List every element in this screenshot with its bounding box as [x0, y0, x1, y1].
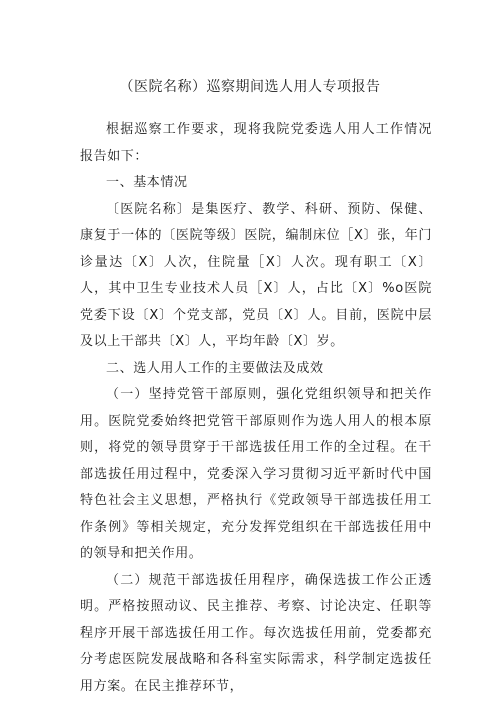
section-heading-basic-info: 一、基本情况	[106, 175, 188, 190]
practice-paragraph-2: （二）规范干部选拔任用程序，确保选拔工作公正透明。严格按照动议、民主推荐、考察、讨论决定、任职等程序开展干部选拔任用工作。每次选拔任用前，党委都充分考虑医院发展战略和各科室实际需求，科学制定选拔任用方案。在民主推荐环节，	[80, 572, 432, 694]
document-body	[80, 117, 432, 700]
basic-info-paragraph: 〔医院名称〕是集医疗、教学、科研、预防、保健、康复于一体的〔医院等级〕医院，编制床位［X〕张，年门诊量达〔X〕人次，住院量［X〕人次。现有职工〔X〕人，其中卫生专业技术人员［X〕人，占比〔X〕%o医院党委下设〔X〕个党支部，党员〔X〕人。目前，医院中层及以上干部共〔X〕人，平均年龄〔X〕岁。	[80, 201, 432, 349]
document-title: （医院名称）巡察期间选人用人专项报告	[119, 79, 381, 95]
section-heading-practices: 二、选人用人工作的主要做法及成效	[106, 360, 324, 376]
practice-paragraph-1: （一）坚持党管干部原则，强化党组织领导和把关作用。医院党委始终把党管干部原则作为选人用人的根本原则，将党的领导贯穿于干部选拔任用工作的全过程。在干部选拔任用过程中，党委深入学习贯彻习近平新时代中国特色社会主义思想，严格执行《党政领导干部选拔任用工作条例》等相关规定，充分发挥党组织在干部选拔任用中的领导和把关作用。	[80, 387, 432, 561]
intro-paragraph: 根据巡察工作要求，现将我院党委选人用人工作情况报告如下：	[80, 122, 432, 164]
